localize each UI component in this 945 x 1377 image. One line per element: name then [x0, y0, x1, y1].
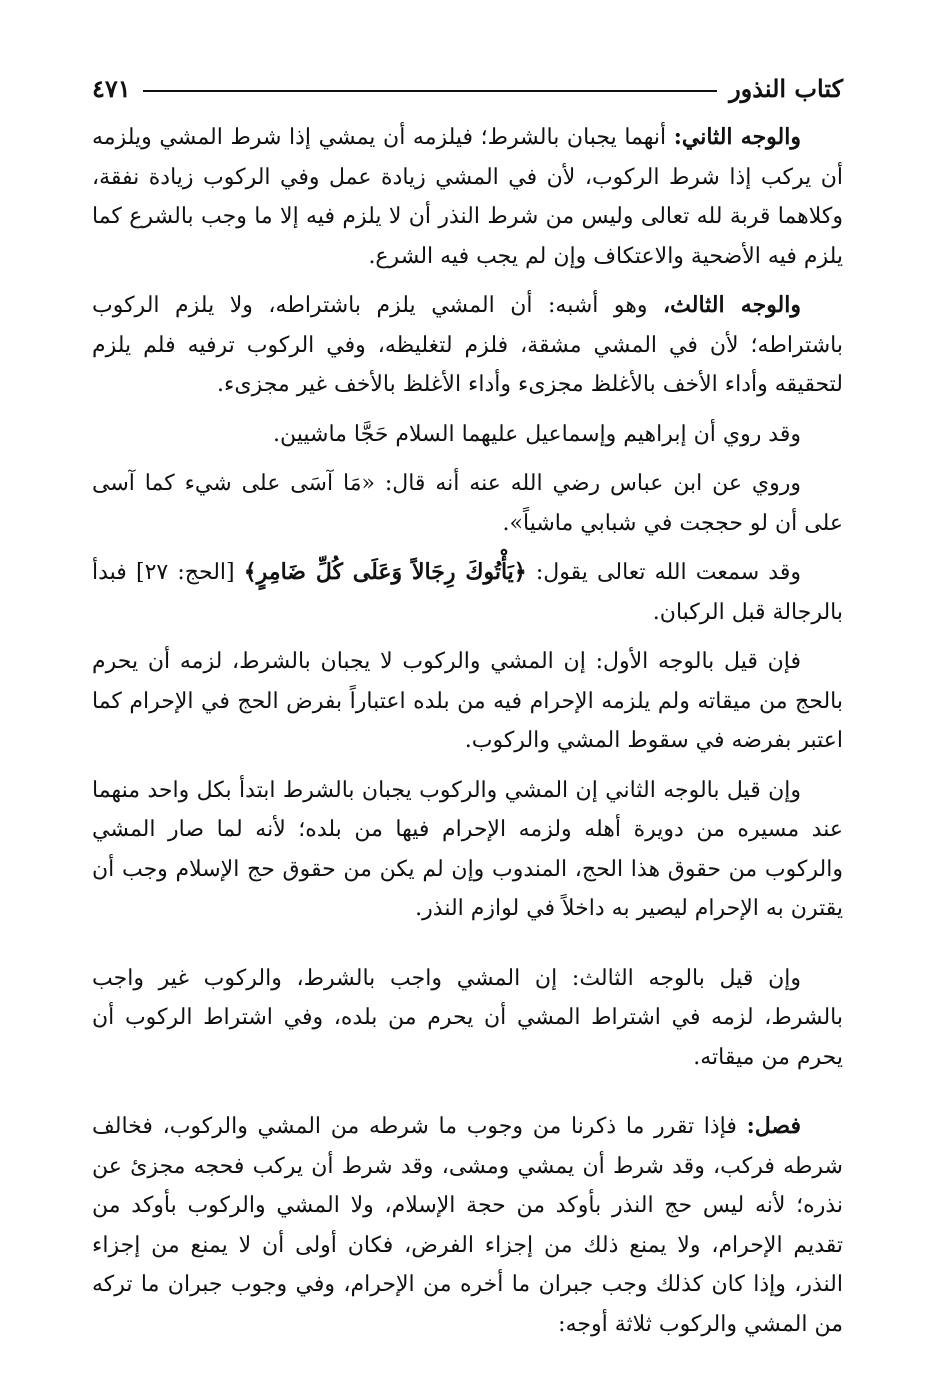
paragraph-text: [الحج: ٢٧] فبدأ بالرجالة قبل الركبان.	[92, 560, 843, 625]
quran-verse: ﴿يَأْتُوكَ رِجَالاً وَعَلَى كُلِّ ضَامِرٍ﴾	[243, 559, 527, 585]
page-number: ٤٧١	[92, 73, 131, 103]
paragraph-text: وهو أشبه: أن المشي يلزم باشتراطه، ولا يلزم الركوب باشتراطه؛ لأن في المشي مشقة، فلزم لتغليظه، وفي الركوب ترفيه فلم يلزم لتحقيقه وأداء الأخف بالأغلظ مجزىء وأداء الأغلظ بالأخف غير مجزىء.	[92, 293, 843, 397]
paragraph-lead: والوجه الثالث،	[663, 292, 802, 318]
chapter-title: كتاب النذور	[729, 73, 843, 103]
paragraph-first-view-case	[92, 642, 843, 761]
header-rule	[143, 90, 717, 92]
paragraph-second-view-case	[92, 771, 843, 929]
running-header	[92, 70, 843, 106]
paragraph-ibn-abbas	[92, 464, 843, 543]
text-body	[92, 118, 843, 1344]
paragraph-text: وإن قيل بالوجه الثالث: إن المشي واجب بالشرط، والركوب غير واجب بالشرط، لزمه في اشتراط المشي أن يحرم من بلده، وفي اشتراط الركوب أن يحرم من ميقاته.	[92, 965, 843, 1070]
paragraph-ibrahim	[92, 415, 843, 455]
paragraph-text: فإن قيل بالوجه الأول: إن المشي والركوب لا يجبان بالشرط، لزمه أن يحرم بالحج من ميقاته ولم يلزمه الإحرام فيه من بلده اعتباراً بفرض الحج في الإحرام كما اعتبر بفرضه في سقوط المشي والركوب.	[92, 649, 843, 753]
paragraph-text: وإن قيل بالوجه الثاني إن المشي والركوب يجبان بالشرط ابتدأ بكل واحد منهما عند مسيره من دويرة أهله ولزمه الإحرام فيها من بلده؛ لأنه لما صار المشي والركوب من حقوق هذا الحج، المندوب وإن لم يكن من حقوق حج الإسلام وجب أن يقترن به الإحرام ليصير به داخلاً في لوازم النذر.	[92, 777, 843, 921]
paragraph-text: أنهما يجبان بالشرط؛ فيلزمه أن يمشي إذا شرط المشي ويلزمه أن يركب إذا شرط الركوب، لأن في المشي زيادة عمل وفي الركوب زيادة نفقة، وكلاهما قربة لله تعالى وليس من شرط النذر أن لا يلزم فيه إلا ما وجب بالشرع كما يلزم فيه الأضحية والاعتكاف وإن لم يجب فيه الشرع.	[92, 125, 843, 269]
paragraph-text: وقد روي أن إبراهيم وإسماعيل عليهما السلام حَجَّا ماشيين.	[273, 421, 801, 447]
paragraph-lead: والوجه الثاني:	[673, 124, 801, 150]
paragraph-quran-citation	[92, 553, 843, 632]
paragraph-third-view	[92, 286, 843, 405]
paragraph-text: فإذا تقرر ما ذكرنا من وجوب ما شرطه من المشي والركوب، فخالف شرطه فركب، وقد شرط أن يمشي ومشى، وقد شرط أن يركب فحجه مجزئ عن نذره؛ لأنه ليس حج النذر بأوكد من حجة الإسلام، ولا المشي والركوب بأوكد من تقديم الإحرام، ولا يمنع ذلك من إجزاء الفرض، فكان أولى أن لا يمنع من إجزاء النذر، وإذا كان كذلك وجب جبران ما أخره من الإحرام، وفي وجوب جبران ما تركه من المشي والركوب ثلاثة أوجه:	[92, 1114, 843, 1337]
paragraph-second-view	[92, 118, 843, 276]
paragraph-text: وقد سمعت الله تعالى يقول:	[526, 560, 801, 585]
paragraph-text: وروي عن ابن عباس رضي الله عنه أنه قال: «مَا آسَى على شيء كما آسى على أن لو حججت في شبابي ماشياً».	[92, 471, 843, 536]
paragraph-third-view-case	[92, 959, 843, 1078]
section-lead: فصل:	[746, 1113, 801, 1139]
paragraph-section	[92, 1107, 843, 1344]
